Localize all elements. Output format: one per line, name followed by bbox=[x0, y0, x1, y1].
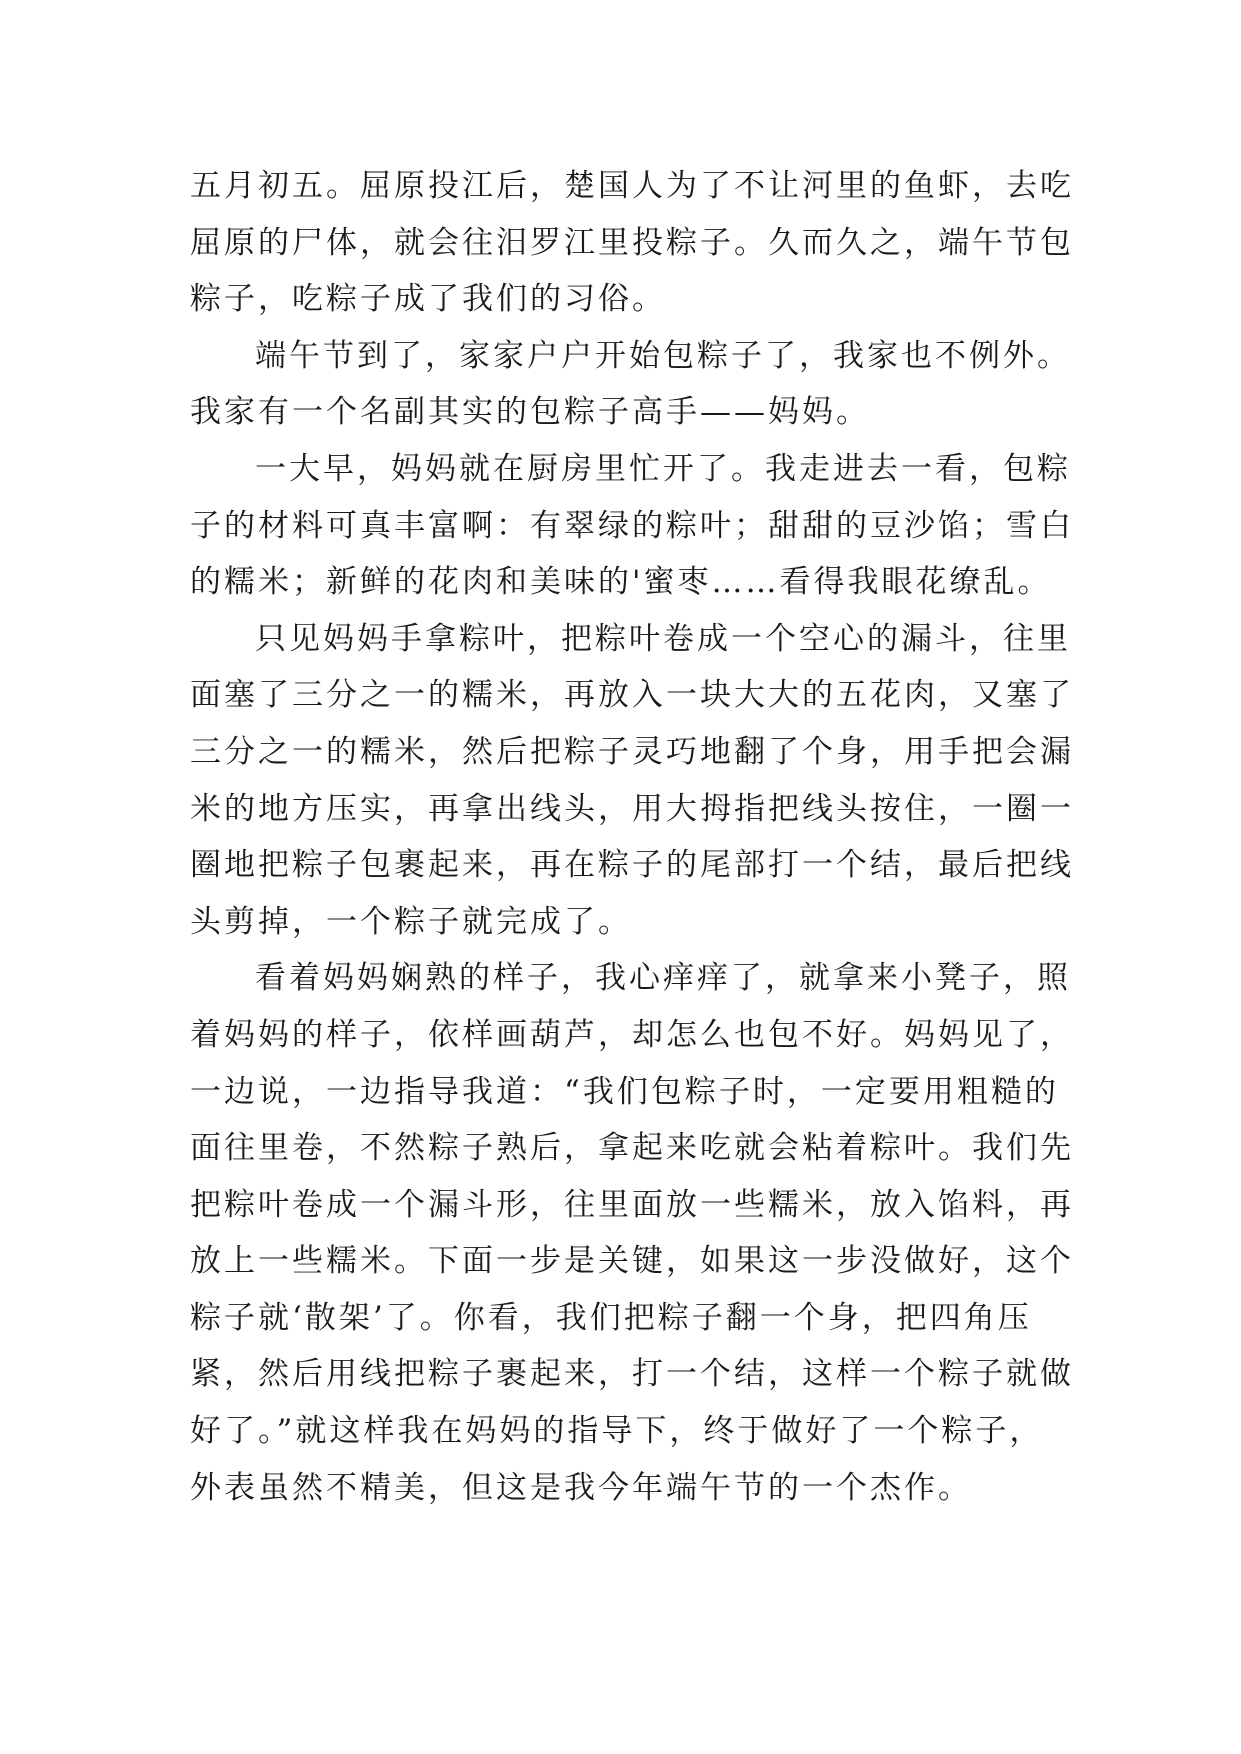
text-line: 的糯米；新鲜的花肉和美味的'蜜枣……看得我眼花缭乱。 bbox=[190, 564, 1052, 601]
essay-body bbox=[190, 158, 1074, 1516]
text-line: 好了。”就这样我在妈妈的指导下，终于做好了一个粽子， bbox=[190, 1413, 1044, 1450]
text-line: 着妈妈的样子，依样画葫芦，却怎么也包不好。妈妈见了， bbox=[190, 1016, 1074, 1053]
text-line: 把粽叶卷成一个漏斗形，往里面放一些糯米，放入馅料，再 bbox=[190, 1186, 1074, 1223]
text-line: 外表虽然不精美，但这是我今年端午节的一个杰作。 bbox=[190, 1469, 972, 1506]
text-line: 三分之一的糯米，然后把粽子灵巧地翻了个身，用手把会漏 bbox=[190, 733, 1074, 770]
text-line: 头剪掉，一个粽子就完成了。 bbox=[190, 903, 632, 940]
text-line: 粽子就‘散架’了。你看，我们把粽子翻一个身，把四角压 bbox=[190, 1299, 1032, 1336]
text-line: 放上一些糯米。下面一步是关键，如果这一步没做好，这个 bbox=[190, 1243, 1074, 1280]
text-line: 一边说，一边指导我道：“我们包粽子时，一定要用粗糙的 bbox=[190, 1073, 1059, 1110]
text-line: 米的地方压实，再拿出线头，用大拇指把线头按住，一圈一 bbox=[190, 790, 1074, 827]
text-line: 紧，然后用线把粽子裹起来，打一个结，这样一个粽子就做 bbox=[190, 1356, 1074, 1393]
text-line: 屈原的尸体，就会往汨罗江里投粽子。久而久之，端午节包 bbox=[190, 224, 1074, 261]
paragraph-first-line: 看着妈妈娴熟的样子，我心痒痒了，就拿来小凳子，照 bbox=[255, 960, 1071, 997]
paragraph-first-line: 一大早，妈妈就在厨房里忙开了。我走进去一看，包粽 bbox=[255, 450, 1071, 487]
text-line: 圈地把粽子包裹起来，再在粽子的尾部打一个结，最后把线 bbox=[190, 847, 1074, 884]
text-line: 面往里卷，不然粽子熟后，拿起来吃就会粘着粽叶。我们先 bbox=[190, 1130, 1074, 1167]
paragraph-first-line: 只见妈妈手拿粽叶，把粽叶卷成一个空心的漏斗，往里 bbox=[255, 620, 1071, 657]
text-line: 子的材料可真丰富啊：有翠绿的粽叶；甜甜的豆沙馅；雪白 bbox=[190, 507, 1074, 544]
text-line: 面塞了三分之一的糯米，再放入一块大大的五花肉，又塞了 bbox=[190, 677, 1074, 714]
paragraph-first-line: 端午节到了，家家户户开始包粽子了，我家也不例外。 bbox=[255, 337, 1071, 374]
text-line: 我家有一个名副其实的包粽子高手——妈妈。 bbox=[190, 394, 870, 431]
text-line: 粽子，吃粽子成了我们的习俗。 bbox=[190, 281, 666, 318]
text-line: 五月初五。屈原投江后，楚国人为了不让河里的鱼虾，去吃 bbox=[190, 168, 1074, 204]
